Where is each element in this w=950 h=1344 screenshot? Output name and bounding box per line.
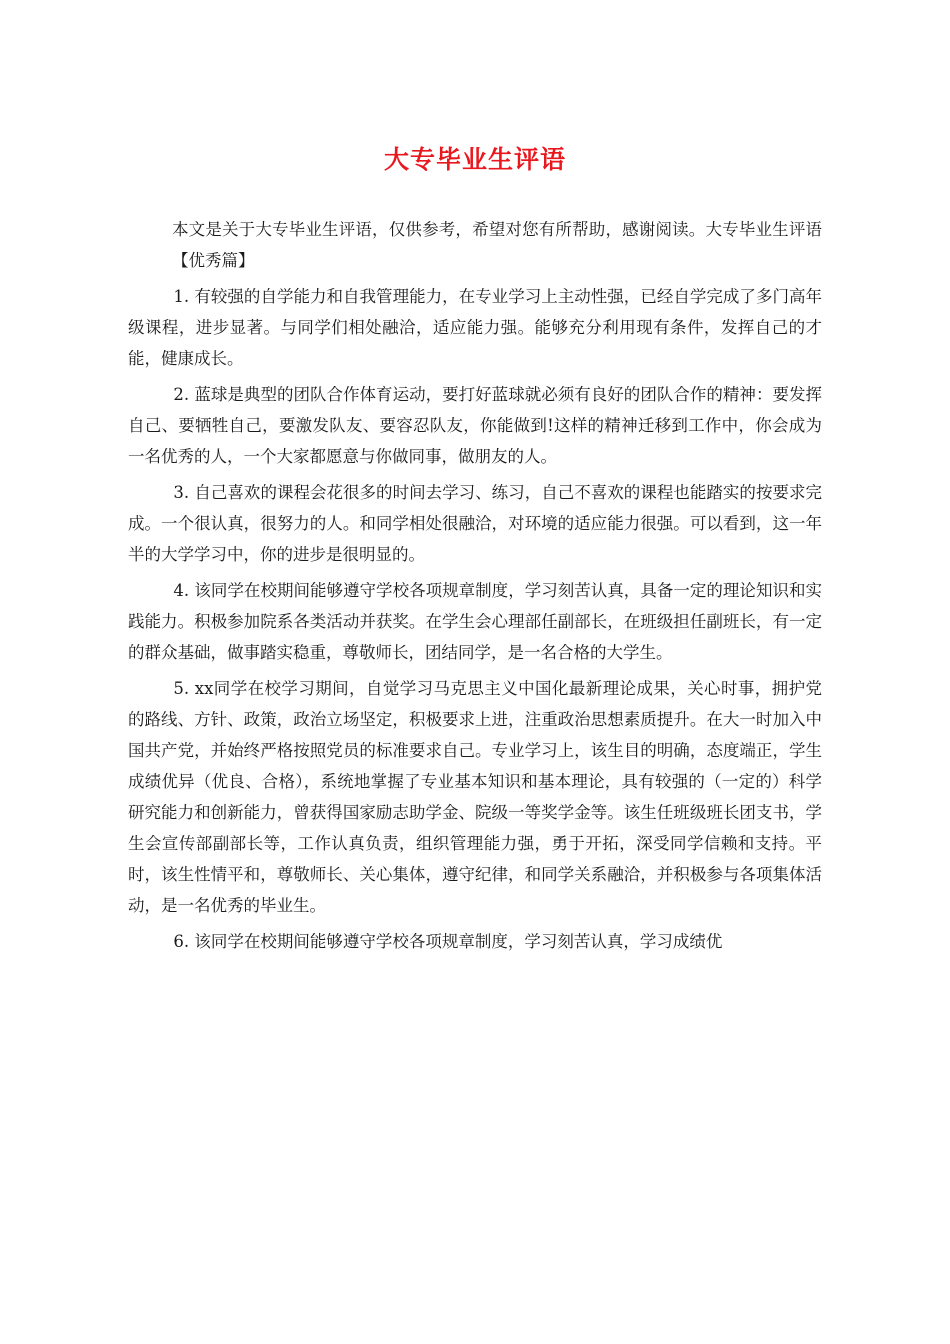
paragraph-2: 2. 蓝球是典型的团队合作体育运动，要打好蓝球就必须有良好的团队合作的精神：要发挥自己、要牺牲自己，要激发队友、要容忍队友，你能做到!这样的精神迁移到工作中，你会成为一名优秀的人，一个大家都愿意与你做同事，做朋友的人。 bbox=[128, 385, 822, 466]
document-title: 大专毕业生评语 bbox=[383, 145, 566, 174]
paragraph-4: 4. 该同学在校期间能够遵守学校各项规章制度，学习刻苦认真，具备一定的理论知识和实践能力。积极参加院系各类活动并获奖。在学生会心理部任副部长，在班级担任副班长，有一定的群众基础，做事踏实稳重，尊敬师长，团结同学，是一名合格的大学生。 bbox=[128, 581, 822, 662]
document-body bbox=[128, 214, 822, 962]
paragraph-3: 3. 自己喜欢的课程会花很多的时间去学习、练习，自己不喜欢的课程也能踏实的按要求完成。一个很认真，很努力的人。和同学相处很融洽，对环境的适应能力很强。可以看到，这一年半的大学学习中，你的进步是很明显的。 bbox=[128, 483, 822, 564]
paragraph-5: 5. xx同学在校学习期间，自觉学习马克思主义中国化最新理论成果，关心时事，拥护党的路线、方针、政策，政治立场坚定，积极要求上进，注重政治思想素质提升。在大一时加入中国共产党，并始终严格按照党员的标准要求自己。专业学习上，该生目的明确，态度端正，学生成绩优异（优良、合格），系统地掌握了专业基本知识和基本理论，具有较强的（一定的）科学研究能力和创新能力，曾获得国家励志助学金、院级一等奖学金等。该生任班级班长团支书，学生会宣传部副部长等，工作认真负责，组织管理能力强，勇于开拓，深受同学信赖和支持。平时，该生性情平和，尊敬师长、关心集体，遵守纪律，和同学关系融洽，并积极参与各项集体活动，是一名优秀的毕业生。 bbox=[128, 679, 822, 915]
intro-paragraph: 本文是关于大专毕业生评语，仅供参考，希望对您有所帮助，感谢阅读。大专毕业生评语【优秀篇】 bbox=[172, 220, 822, 270]
paragraph-1: 1. 有较强的自学能力和自我管理能力，在专业学习上主动性强，已经自学完成了多门高年级课程，进步显著。与同学们相处融洽，适应能力强。能够充分利用现有条件，发挥自己的才能，健康成长。 bbox=[128, 287, 822, 368]
paragraph-6: 6. 该同学在校期间能够遵守学校各项规章制度，学习刻苦认真，学习成绩优 bbox=[173, 932, 723, 951]
